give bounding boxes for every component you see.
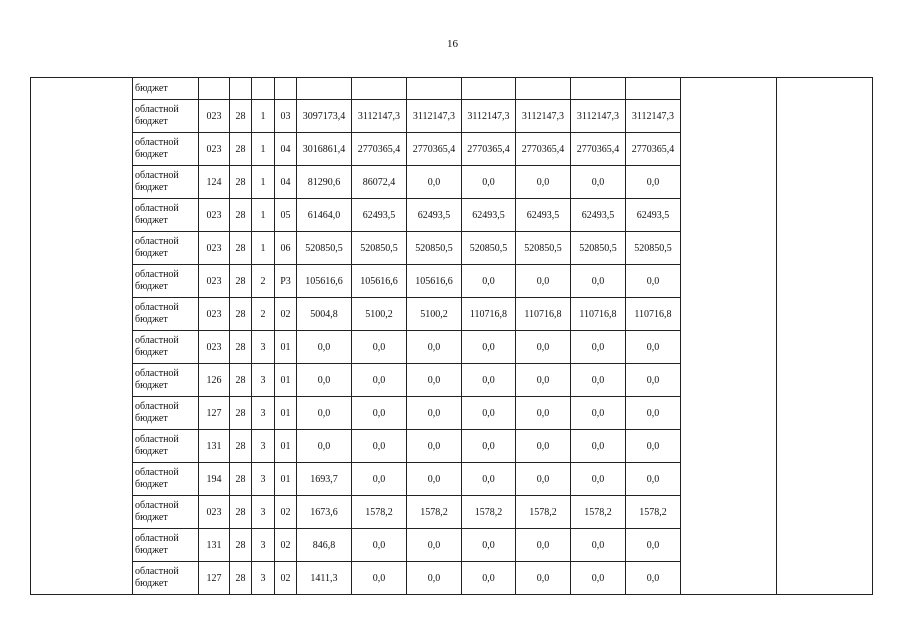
value-cell: 0,0 [352, 529, 407, 562]
value-cell: 0,0 [352, 364, 407, 397]
section-cell: 28 [230, 364, 252, 397]
value-cell: 5004,8 [297, 298, 352, 331]
value-cell: 0,0 [571, 463, 626, 496]
source-cell: областной бюджет [133, 232, 199, 265]
value-cell: 0,0 [626, 463, 681, 496]
value-cell: 0,0 [626, 529, 681, 562]
value-cell: 0,0 [297, 331, 352, 364]
item-cell: 06 [275, 232, 297, 265]
value-cell: 0,0 [352, 463, 407, 496]
value-cell: 0,0 [516, 562, 571, 595]
value-cell: 62493,5 [352, 199, 407, 232]
value-cell: 0,0 [626, 265, 681, 298]
subsection-cell: 1 [252, 232, 275, 265]
code-cell: 023 [199, 496, 230, 529]
item-cell: 01 [275, 430, 297, 463]
empty-cell [297, 78, 352, 100]
value-cell: 0,0 [407, 463, 462, 496]
empty-cell [352, 78, 407, 100]
right-empty-column-2 [777, 78, 873, 595]
value-cell: 0,0 [407, 562, 462, 595]
subsection-cell: 3 [252, 430, 275, 463]
subsection-cell: 2 [252, 298, 275, 331]
value-cell: 2770365,4 [516, 133, 571, 166]
value-cell: 3112147,3 [352, 100, 407, 133]
value-cell: 1578,2 [352, 496, 407, 529]
value-cell: 3097173,4 [297, 100, 352, 133]
code-cell: 127 [199, 397, 230, 430]
value-cell: 2770365,4 [462, 133, 516, 166]
value-cell: 0,0 [297, 397, 352, 430]
value-cell: 86072,4 [352, 166, 407, 199]
value-cell: 0,0 [407, 529, 462, 562]
value-cell: 1673,6 [297, 496, 352, 529]
value-cell: 0,0 [571, 166, 626, 199]
source-cell: областной бюджет [133, 166, 199, 199]
value-cell: 520850,5 [626, 232, 681, 265]
table-row [31, 78, 873, 100]
empty-cell [516, 78, 571, 100]
item-cell: 01 [275, 463, 297, 496]
value-cell: 3112147,3 [571, 100, 626, 133]
subsection-cell: 1 [252, 199, 275, 232]
value-cell: 0,0 [462, 265, 516, 298]
value-cell: 0,0 [462, 364, 516, 397]
source-cell: областной бюджет [133, 364, 199, 397]
value-cell: 0,0 [626, 364, 681, 397]
value-cell: 0,0 [462, 397, 516, 430]
value-cell: 3112147,3 [462, 100, 516, 133]
value-cell: 2770365,4 [352, 133, 407, 166]
value-cell: 0,0 [407, 397, 462, 430]
subsection-cell: 3 [252, 364, 275, 397]
code-cell: 023 [199, 133, 230, 166]
value-cell: 105616,6 [352, 265, 407, 298]
code-cell: 023 [199, 298, 230, 331]
value-cell: 61464,0 [297, 199, 352, 232]
value-cell: 0,0 [571, 364, 626, 397]
value-cell: 0,0 [462, 562, 516, 595]
subsection-cell: 1 [252, 100, 275, 133]
item-cell: 05 [275, 199, 297, 232]
subsection-cell: 1 [252, 133, 275, 166]
value-cell: 0,0 [297, 430, 352, 463]
value-cell: 1578,2 [626, 496, 681, 529]
code-cell: 023 [199, 232, 230, 265]
value-cell: 1578,2 [516, 496, 571, 529]
source-cell: областной бюджет [133, 298, 199, 331]
value-cell: 0,0 [462, 331, 516, 364]
value-cell: 846,8 [297, 529, 352, 562]
empty-cell [230, 78, 252, 100]
value-cell: 0,0 [571, 562, 626, 595]
value-cell: 110716,8 [516, 298, 571, 331]
value-cell: 0,0 [626, 166, 681, 199]
code-cell: 127 [199, 562, 230, 595]
value-cell: 110716,8 [626, 298, 681, 331]
value-cell: 105616,6 [407, 265, 462, 298]
section-cell: 28 [230, 397, 252, 430]
item-cell: 04 [275, 166, 297, 199]
budget-table [30, 77, 873, 595]
section-cell: 28 [230, 133, 252, 166]
value-cell: 110716,8 [571, 298, 626, 331]
value-cell: 0,0 [571, 397, 626, 430]
subsection-cell: 3 [252, 529, 275, 562]
subsection-cell: 3 [252, 562, 275, 595]
value-cell: 0,0 [626, 397, 681, 430]
value-cell: 2770365,4 [571, 133, 626, 166]
item-cell: 01 [275, 364, 297, 397]
value-cell: 5100,2 [352, 298, 407, 331]
value-cell: 2770365,4 [626, 133, 681, 166]
source-cell: областной бюджет [133, 133, 199, 166]
value-cell: 0,0 [407, 364, 462, 397]
value-cell: 81290,6 [297, 166, 352, 199]
item-cell: 02 [275, 529, 297, 562]
value-cell: 0,0 [516, 430, 571, 463]
value-cell: 0,0 [462, 529, 516, 562]
section-cell: 28 [230, 529, 252, 562]
section-cell: 28 [230, 265, 252, 298]
code-cell: 023 [199, 331, 230, 364]
value-cell: 0,0 [516, 529, 571, 562]
empty-cell [252, 78, 275, 100]
code-cell: 023 [199, 199, 230, 232]
source-cell: областной бюджет [133, 529, 199, 562]
value-cell: 62493,5 [626, 199, 681, 232]
code-cell: 194 [199, 463, 230, 496]
value-cell: 520850,5 [297, 232, 352, 265]
value-cell: 0,0 [352, 397, 407, 430]
item-cell: 02 [275, 496, 297, 529]
item-cell: Р3 [275, 265, 297, 298]
subsection-cell: 2 [252, 265, 275, 298]
value-cell: 105616,6 [297, 265, 352, 298]
item-cell: 01 [275, 397, 297, 430]
value-cell: 0,0 [407, 430, 462, 463]
subsection-cell: 3 [252, 463, 275, 496]
source-cell: бюджет [133, 78, 199, 100]
value-cell: 0,0 [571, 529, 626, 562]
value-cell: 1693,7 [297, 463, 352, 496]
empty-cell [407, 78, 462, 100]
value-cell: 3112147,3 [407, 100, 462, 133]
value-cell: 520850,5 [516, 232, 571, 265]
value-cell: 520850,5 [462, 232, 516, 265]
source-cell: областной бюджет [133, 100, 199, 133]
left-margin-cell [31, 78, 133, 595]
value-cell: 1578,2 [407, 496, 462, 529]
item-cell: 02 [275, 562, 297, 595]
value-cell: 62493,5 [516, 199, 571, 232]
section-cell: 28 [230, 331, 252, 364]
value-cell: 0,0 [352, 331, 407, 364]
value-cell: 0,0 [571, 265, 626, 298]
code-cell: 023 [199, 265, 230, 298]
section-cell: 28 [230, 100, 252, 133]
source-cell: областной бюджет [133, 331, 199, 364]
value-cell: 0,0 [352, 562, 407, 595]
item-cell: 01 [275, 331, 297, 364]
code-cell: 124 [199, 166, 230, 199]
code-cell: 131 [199, 529, 230, 562]
source-cell: областной бюджет [133, 496, 199, 529]
empty-cell [462, 78, 516, 100]
source-cell: областной бюджет [133, 463, 199, 496]
item-cell: 04 [275, 133, 297, 166]
value-cell: 3112147,3 [626, 100, 681, 133]
source-cell: областной бюджет [133, 430, 199, 463]
value-cell: 3112147,3 [516, 100, 571, 133]
value-cell: 520850,5 [571, 232, 626, 265]
value-cell: 0,0 [516, 331, 571, 364]
empty-cell [199, 78, 230, 100]
item-cell: 02 [275, 298, 297, 331]
section-cell: 28 [230, 463, 252, 496]
value-cell: 520850,5 [352, 232, 407, 265]
empty-cell [275, 78, 297, 100]
subsection-cell: 1 [252, 166, 275, 199]
code-cell: 131 [199, 430, 230, 463]
subsection-cell: 3 [252, 397, 275, 430]
page-number: 16 [447, 38, 458, 50]
value-cell: 0,0 [462, 463, 516, 496]
value-cell: 0,0 [626, 562, 681, 595]
empty-cell [626, 78, 681, 100]
value-cell: 62493,5 [462, 199, 516, 232]
value-cell: 62493,5 [571, 199, 626, 232]
code-cell: 023 [199, 100, 230, 133]
value-cell: 0,0 [462, 166, 516, 199]
section-cell: 28 [230, 496, 252, 529]
value-cell: 0,0 [352, 430, 407, 463]
value-cell: 2770365,4 [407, 133, 462, 166]
empty-cell [571, 78, 626, 100]
section-cell: 28 [230, 298, 252, 331]
section-cell: 28 [230, 166, 252, 199]
value-cell: 0,0 [516, 364, 571, 397]
section-cell: 28 [230, 562, 252, 595]
value-cell: 0,0 [626, 331, 681, 364]
source-cell: областной бюджет [133, 562, 199, 595]
source-cell: областной бюджет [133, 397, 199, 430]
value-cell: 0,0 [516, 463, 571, 496]
value-cell: 1411,3 [297, 562, 352, 595]
value-cell: 0,0 [626, 430, 681, 463]
value-cell: 0,0 [516, 397, 571, 430]
value-cell: 1578,2 [571, 496, 626, 529]
value-cell: 520850,5 [407, 232, 462, 265]
value-cell: 110716,8 [462, 298, 516, 331]
section-cell: 28 [230, 199, 252, 232]
value-cell: 0,0 [297, 364, 352, 397]
value-cell: 0,0 [407, 331, 462, 364]
item-cell: 03 [275, 100, 297, 133]
value-cell: 0,0 [516, 166, 571, 199]
section-cell: 28 [230, 232, 252, 265]
value-cell: 0,0 [571, 331, 626, 364]
value-cell: 1578,2 [462, 496, 516, 529]
value-cell: 62493,5 [407, 199, 462, 232]
value-cell: 0,0 [407, 166, 462, 199]
code-cell: 126 [199, 364, 230, 397]
value-cell: 3016861,4 [297, 133, 352, 166]
subsection-cell: 3 [252, 496, 275, 529]
value-cell: 0,0 [571, 430, 626, 463]
right-empty-column-1 [681, 78, 777, 595]
source-cell: областной бюджет [133, 199, 199, 232]
value-cell: 5100,2 [407, 298, 462, 331]
source-cell: областной бюджет [133, 265, 199, 298]
value-cell: 0,0 [462, 430, 516, 463]
section-cell: 28 [230, 430, 252, 463]
subsection-cell: 3 [252, 331, 275, 364]
value-cell: 0,0 [516, 265, 571, 298]
